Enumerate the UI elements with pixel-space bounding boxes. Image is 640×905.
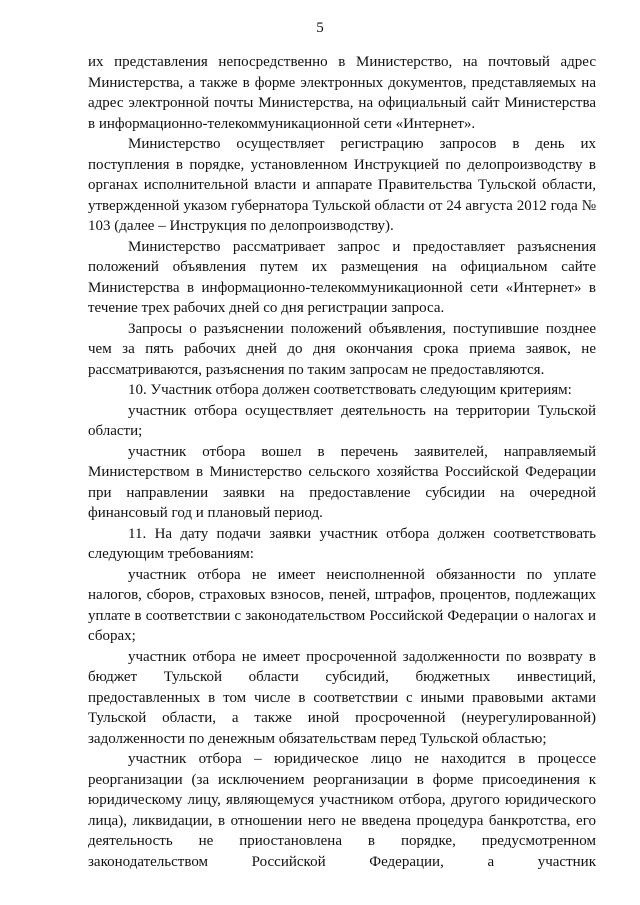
paragraph-7: участник отбора вошел в перечень заявителей, направляемый Министерством в Министерство сельского хозяйства Российской Федерации при направлении заявки на предоставление субсидии на очередной финансовый год и плановый период. xyxy=(88,443,596,521)
paragraph-6: участник отбора осуществляет деятельность на территории Тульской области; xyxy=(88,402,596,439)
paragraph-5-clause-10: 10. Участник отбора должен соответствовать следующим критериям: xyxy=(128,382,572,398)
paragraph-11: участник отбора – юридическое лицо не находится в процессе реорганизации (за исключением реорганизации в форме присоединения к юридическому лицу, являющемуся участником отбора, другого юридического лица), ликвидации, в отношении него не введена процедура банкротства, его деятельность не приостановлена в порядке, предусмотренном законодательством Российской Федерации, а участник xyxy=(88,751,596,870)
paragraph-4: Запросы о разъяснении положений объявления, поступившие позднее чем за пять рабочих дней до дня окончания срока приема заявок, не рассматриваются, разъяснения по таким запросам не предоставляются. xyxy=(88,320,596,378)
paragraph-3: Министерство рассматривает запрос и предоставляет разъяснения положений объявления путем их размещения на официальном сайте Министерства в информационно-телекоммуникационной сети «Интернет» в течение трех рабочих дней со дня регистрации запроса. xyxy=(88,238,596,316)
paragraph-8-clause-11: 11. На дату подачи заявки участник отбора должен соответствовать следующим требованиям: xyxy=(88,525,596,562)
page-number: 5 xyxy=(316,20,324,36)
paragraph-9: участник отбора не имеет неисполненной обязанности по уплате налогов, сборов, страховых взносов, пеней, штрафов, процентов, подлежащих уплате в соответствии с законодательством Российской Федерации о налогах и сборах; xyxy=(88,566,596,644)
document-body xyxy=(88,52,596,872)
paragraph-2: Министерство осуществляет регистрацию запросов в день их поступления в порядке, установленном Инструкцией по делопроизводству в органах исполнительной власти и аппарате Правительства Тульской области, утвержденной указом губернатора Тульской области от 24 августа 2012 года № 103 (далее – Инструкция по делопроизводству). xyxy=(88,136,596,234)
paragraph-10: участник отбора не имеет просроченной задолженности по возврату в бюджет Тульской области субсидий, бюджетных инвестиций, предоставленных в том числе в соответствии с иными правовыми актами Тульской области, а также иной просроченной (неурегулированной) задолженности по денежным обязательствам перед Тульской областью; xyxy=(88,648,596,747)
paragraph-1: их представления непосредственно в Министерство, на почтовый адрес Министерства, а также в форме электронных документов, представляемых на адрес электронной почты Министерства, на официальный сайт Министерства в информационно-телекоммуникационной сети «Интернет». xyxy=(88,54,596,132)
